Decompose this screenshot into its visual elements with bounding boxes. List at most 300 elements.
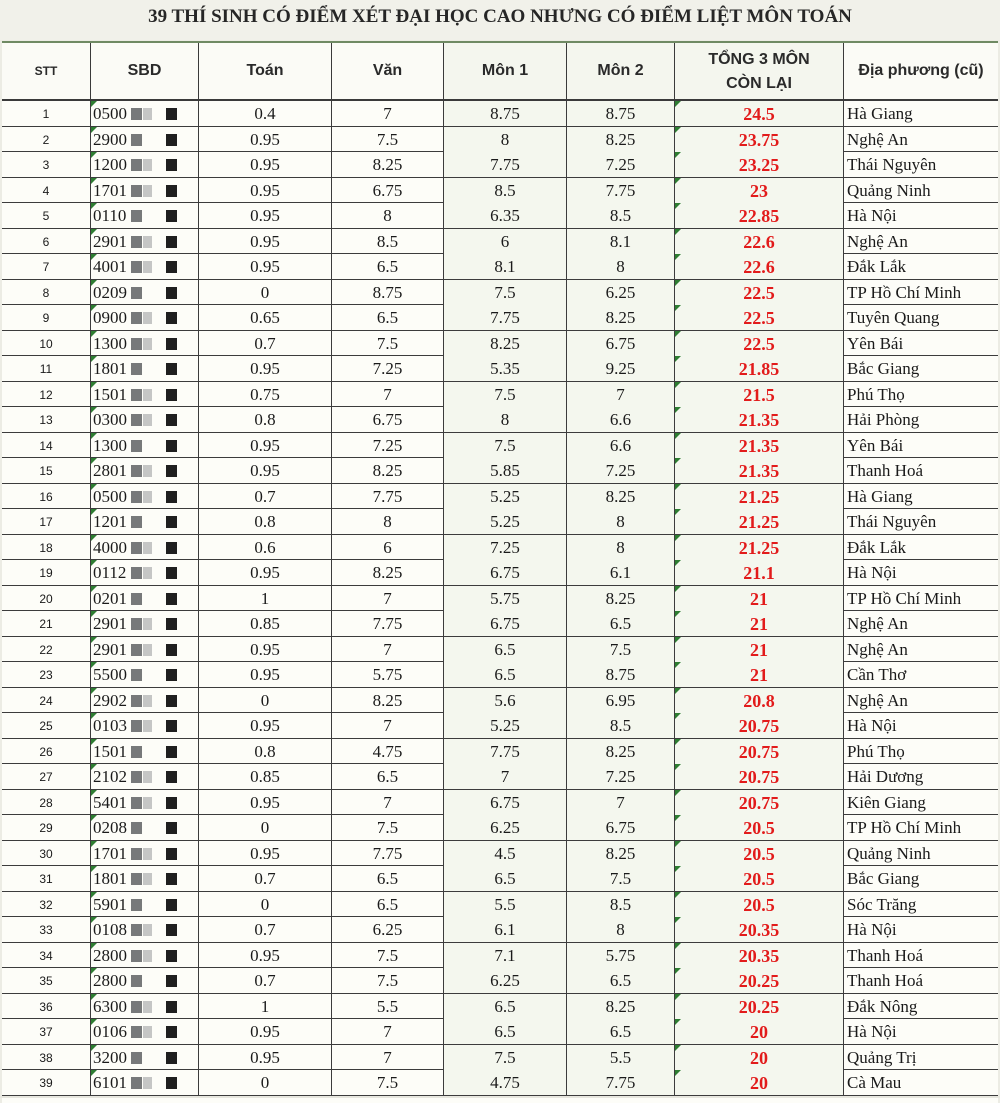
cell-stt: 18 bbox=[2, 535, 91, 560]
cell-mon2: 8.5 bbox=[567, 713, 675, 738]
redacted-digits bbox=[131, 1026, 142, 1038]
cell-tong: 23.75 bbox=[675, 127, 844, 152]
redacted-digits bbox=[131, 899, 142, 911]
sbd-prefix: 6300 bbox=[93, 996, 127, 1016]
cell-toan: 0.95 bbox=[199, 662, 332, 687]
cell-sbd bbox=[91, 637, 199, 662]
cell-toan: 0.95 bbox=[199, 152, 332, 177]
cell-toan: 0 bbox=[199, 1070, 332, 1095]
redacted-digits bbox=[166, 159, 177, 171]
cell-mon2: 6.95 bbox=[567, 688, 675, 713]
sbd-prefix: 0208 bbox=[93, 818, 127, 837]
header-tong bbox=[675, 43, 844, 99]
cell-dia-phuong: Hải Phòng bbox=[847, 410, 920, 429]
cell-dia-phuong: Hà Nội bbox=[847, 716, 897, 735]
redacted-digits bbox=[143, 797, 152, 809]
redacted-digits bbox=[143, 924, 152, 936]
cell-mon1: 8 bbox=[444, 127, 567, 152]
redacted-digits bbox=[143, 644, 152, 656]
cell-stt: 30 bbox=[2, 841, 91, 866]
table-row bbox=[2, 815, 998, 841]
cell-van: 6.25 bbox=[332, 917, 444, 942]
redacted-digits bbox=[143, 1026, 152, 1038]
redacted-digits bbox=[131, 542, 142, 554]
cell-mon1: 5.25 bbox=[444, 713, 567, 738]
cell-van: 7.75 bbox=[332, 484, 444, 509]
cell-mon2: 5.5 bbox=[567, 1045, 675, 1070]
cell-mon2: 7.25 bbox=[567, 458, 675, 483]
cell-tong: 21 bbox=[675, 586, 844, 611]
redacted-digits bbox=[166, 516, 177, 528]
cell-tong: 20.25 bbox=[675, 994, 844, 1019]
sbd-prefix: 1701 bbox=[93, 180, 127, 200]
header-toan: Toán bbox=[199, 43, 332, 99]
cell-mon2: 7.75 bbox=[567, 1070, 675, 1095]
cell-stt: 3 bbox=[2, 152, 91, 177]
cell-toan: 0.95 bbox=[199, 790, 332, 815]
cell-tong: 20.5 bbox=[675, 892, 844, 917]
cell-tong: 20.75 bbox=[675, 713, 844, 738]
cell-toan: 0.7 bbox=[199, 331, 332, 356]
cell-stt: 24 bbox=[2, 688, 91, 713]
redacted-digits bbox=[131, 822, 142, 834]
redacted-digits bbox=[143, 1077, 152, 1089]
cell-mon2: 8.75 bbox=[567, 662, 675, 687]
cell-stt: 33 bbox=[2, 917, 91, 942]
cell-toan: 0.95 bbox=[199, 178, 332, 203]
cell-mon1: 8.1 bbox=[444, 254, 567, 279]
cell-mon1: 5.25 bbox=[444, 509, 567, 534]
cell-toan: 0.95 bbox=[199, 127, 332, 152]
cell-toan: 0.7 bbox=[199, 866, 332, 891]
redacted-digits bbox=[166, 975, 177, 987]
redacted-digits bbox=[143, 848, 152, 860]
cell-mon1: 7.1 bbox=[444, 943, 567, 968]
table-row bbox=[2, 127, 998, 153]
cell-toan: 0 bbox=[199, 688, 332, 713]
redacted-digits bbox=[131, 848, 142, 860]
redacted-digits bbox=[166, 567, 177, 579]
sbd-prefix: 5901 bbox=[93, 894, 127, 914]
redacted-digits bbox=[166, 797, 177, 809]
cell-sbd bbox=[91, 458, 199, 483]
redacted-digits bbox=[166, 746, 177, 758]
cell-dia-phuong: Hà Nội bbox=[847, 563, 897, 582]
redacted-digits bbox=[143, 950, 152, 962]
cell-van: 6.5 bbox=[332, 892, 444, 917]
cell-sbd bbox=[91, 280, 199, 305]
cell-stt: 35 bbox=[2, 968, 91, 993]
redacted-digits bbox=[166, 1077, 177, 1089]
redacted-digits bbox=[166, 236, 177, 248]
table-row bbox=[2, 790, 998, 816]
cell-sbd bbox=[91, 611, 199, 636]
cell-dia-phuong: Hải Dương bbox=[847, 767, 924, 786]
cell-van: 8.25 bbox=[332, 688, 444, 713]
redacted-digits bbox=[143, 1001, 152, 1013]
cell-dia-phuong: Nghệ An bbox=[847, 639, 908, 659]
redacted-digits bbox=[131, 491, 142, 503]
cell-mon2: 7.25 bbox=[567, 152, 675, 177]
redacted-digits bbox=[166, 287, 177, 299]
cell-tong: 20.75 bbox=[675, 764, 844, 789]
table-row bbox=[2, 178, 998, 204]
redacted-digits bbox=[143, 261, 152, 273]
cell-stt: 20 bbox=[2, 586, 91, 611]
cell-tong: 20 bbox=[675, 1019, 844, 1044]
cell-toan: 0 bbox=[199, 815, 332, 840]
redacted-digits bbox=[131, 338, 142, 350]
cell-tong: 21.35 bbox=[675, 433, 844, 458]
cell-mon2: 8.75 bbox=[567, 101, 675, 126]
cell-dia-phuong: Hà Nội bbox=[847, 920, 897, 939]
cell-dia-phuong: Sóc Trăng bbox=[847, 894, 917, 914]
table-row bbox=[2, 382, 998, 408]
redacted-digits bbox=[166, 644, 177, 656]
cell-toan: 0 bbox=[199, 280, 332, 305]
cell-mon2: 8.5 bbox=[567, 892, 675, 917]
table-header bbox=[2, 43, 998, 101]
table-row bbox=[2, 637, 998, 663]
cell-stt: 4 bbox=[2, 178, 91, 203]
cell-stt: 13 bbox=[2, 407, 91, 432]
cell-tong: 20 bbox=[675, 1045, 844, 1070]
cell-tong: 20.5 bbox=[675, 841, 844, 866]
table-row bbox=[2, 892, 998, 918]
cell-tong: 22.6 bbox=[675, 254, 844, 279]
cell-dia-phuong: Nghệ An bbox=[847, 690, 908, 710]
cell-van: 8 bbox=[332, 509, 444, 534]
cell-van: 8.25 bbox=[332, 152, 444, 177]
table-row bbox=[2, 203, 998, 229]
cell-toan: 0.8 bbox=[199, 739, 332, 764]
cell-mon2: 6.75 bbox=[567, 815, 675, 840]
cell-stt: 22 bbox=[2, 637, 91, 662]
redacted-digits bbox=[143, 873, 152, 885]
cell-tong: 20.75 bbox=[675, 790, 844, 815]
redacted-digits bbox=[143, 159, 152, 171]
redacted-digits bbox=[131, 159, 142, 171]
table-row bbox=[2, 509, 998, 535]
cell-sbd bbox=[91, 917, 199, 942]
cell-mon2: 7.5 bbox=[567, 637, 675, 662]
table-row bbox=[2, 764, 998, 790]
cell-tong: 23 bbox=[675, 178, 844, 203]
cell-dia-phuong: Quảng Trị bbox=[847, 1047, 917, 1067]
cell-sbd bbox=[91, 407, 199, 432]
redacted-digits bbox=[143, 491, 152, 503]
redacted-digits bbox=[166, 338, 177, 350]
cell-dia-phuong: Quảng Ninh bbox=[847, 843, 931, 863]
redacted-digits bbox=[166, 822, 177, 834]
sbd-prefix: 1801 bbox=[93, 869, 127, 888]
cell-toan: 0.7 bbox=[199, 484, 332, 509]
cell-stt: 38 bbox=[2, 1045, 91, 1070]
cell-tong: 21 bbox=[675, 662, 844, 687]
redacted-digits bbox=[143, 465, 152, 477]
cell-dia-phuong: Quảng Ninh bbox=[847, 180, 931, 200]
cell-dia-phuong: Nghệ An bbox=[847, 614, 908, 633]
cell-mon2: 7.5 bbox=[567, 866, 675, 891]
cell-van: 5.75 bbox=[332, 662, 444, 687]
cell-mon2: 6.75 bbox=[567, 331, 675, 356]
cell-mon1: 5.75 bbox=[444, 586, 567, 611]
header-mon2: Môn 2 bbox=[567, 43, 675, 99]
cell-van: 7.75 bbox=[332, 841, 444, 866]
redacted-digits bbox=[131, 618, 142, 630]
cell-stt: 29 bbox=[2, 815, 91, 840]
cell-dia-phuong: Thái Nguyên bbox=[847, 155, 937, 174]
cell-mon2: 8.25 bbox=[567, 841, 675, 866]
redacted-digits bbox=[131, 287, 142, 299]
cell-van: 7 bbox=[332, 586, 444, 611]
cell-dia-phuong: Hà Giang bbox=[847, 104, 913, 123]
cell-dia-phuong: Phú Thọ bbox=[847, 384, 905, 404]
cell-tong: 20.35 bbox=[675, 917, 844, 942]
sbd-prefix: 0106 bbox=[93, 1022, 127, 1041]
cell-stt: 2 bbox=[2, 127, 91, 152]
cell-tong: 21.5 bbox=[675, 382, 844, 407]
cell-mon2: 6.25 bbox=[567, 280, 675, 305]
cell-mon1: 5.35 bbox=[444, 356, 567, 381]
table-row bbox=[2, 611, 998, 637]
redacted-digits bbox=[131, 644, 142, 656]
cell-van: 6.5 bbox=[332, 866, 444, 891]
cell-van: 7 bbox=[332, 713, 444, 738]
cell-mon1: 7.5 bbox=[444, 1045, 567, 1070]
cell-mon2: 8.25 bbox=[567, 127, 675, 152]
cell-tong: 21 bbox=[675, 637, 844, 662]
redacted-digits bbox=[143, 720, 152, 732]
cell-dia-phuong: TP Hồ Chí Minh bbox=[847, 282, 962, 302]
cell-sbd bbox=[91, 254, 199, 279]
redacted-digits bbox=[166, 542, 177, 554]
redacted-digits bbox=[166, 669, 177, 681]
cell-mon1: 4.5 bbox=[444, 841, 567, 866]
sbd-prefix: 2902 bbox=[93, 690, 127, 710]
cell-sbd bbox=[91, 943, 199, 968]
cell-mon2: 8 bbox=[567, 254, 675, 279]
cell-stt: 1 bbox=[2, 101, 91, 126]
cell-dia-phuong: TP Hồ Chí Minh bbox=[847, 818, 962, 837]
cell-toan: 0.95 bbox=[199, 1045, 332, 1070]
cell-mon2: 9.25 bbox=[567, 356, 675, 381]
cell-toan: 0.95 bbox=[199, 637, 332, 662]
cell-mon2: 8.25 bbox=[567, 739, 675, 764]
cell-dia-phuong: Nghệ An bbox=[847, 129, 908, 149]
redacted-digits bbox=[143, 567, 152, 579]
redacted-digits bbox=[143, 338, 152, 350]
cell-van: 7.5 bbox=[332, 943, 444, 968]
sbd-prefix: 2901 bbox=[93, 614, 127, 633]
redacted-digits bbox=[166, 924, 177, 936]
cell-mon1: 6.1 bbox=[444, 917, 567, 942]
redacted-digits bbox=[166, 185, 177, 197]
cell-stt: 14 bbox=[2, 433, 91, 458]
cell-sbd bbox=[91, 356, 199, 381]
cell-dia-phuong: Đắk Lắk bbox=[847, 257, 907, 276]
cell-stt: 6 bbox=[2, 229, 91, 254]
redacted-digits bbox=[166, 491, 177, 503]
table-row bbox=[2, 917, 998, 943]
redacted-digits bbox=[166, 848, 177, 860]
cell-stt: 8 bbox=[2, 280, 91, 305]
redacted-digits bbox=[131, 134, 142, 146]
cell-mon1: 6.75 bbox=[444, 560, 567, 585]
cell-toan: 0.95 bbox=[199, 713, 332, 738]
cell-mon2: 6.1 bbox=[567, 560, 675, 585]
cell-mon1: 5.25 bbox=[444, 484, 567, 509]
cell-mon1: 7.75 bbox=[444, 305, 567, 330]
sbd-prefix: 4001 bbox=[93, 257, 127, 276]
sbd-prefix: 2102 bbox=[93, 767, 127, 786]
cell-mon2: 8 bbox=[567, 917, 675, 942]
sbd-prefix: 0201 bbox=[93, 588, 127, 608]
cell-stt: 31 bbox=[2, 866, 91, 891]
cell-mon1: 7.5 bbox=[444, 382, 567, 407]
table-row bbox=[2, 458, 998, 484]
cell-mon1: 8 bbox=[444, 407, 567, 432]
table-row bbox=[2, 994, 998, 1020]
cell-stt: 12 bbox=[2, 382, 91, 407]
redacted-digits bbox=[131, 465, 142, 477]
cell-van: 8.5 bbox=[332, 229, 444, 254]
redacted-digits bbox=[131, 389, 142, 401]
cell-toan: 1 bbox=[199, 586, 332, 611]
sbd-prefix: 2801 bbox=[93, 461, 127, 480]
cell-dia-phuong: Cần Thơ bbox=[847, 665, 907, 684]
sbd-prefix: 2900 bbox=[93, 129, 127, 149]
redacted-digits bbox=[166, 695, 177, 707]
redacted-digits bbox=[166, 593, 177, 605]
sbd-prefix: 5500 bbox=[93, 665, 127, 684]
cell-sbd bbox=[91, 739, 199, 764]
table-row bbox=[2, 968, 998, 994]
cell-mon2: 8.25 bbox=[567, 994, 675, 1019]
cell-toan: 0.95 bbox=[199, 943, 332, 968]
cell-van: 7.5 bbox=[332, 127, 444, 152]
redacted-digits bbox=[166, 771, 177, 783]
sbd-prefix: 0112 bbox=[93, 563, 127, 582]
cell-van: 8.25 bbox=[332, 560, 444, 585]
cell-sbd bbox=[91, 560, 199, 585]
header-dia-phuong: Địa phương (cũ) bbox=[858, 62, 984, 79]
cell-mon2: 6.5 bbox=[567, 611, 675, 636]
cell-toan: 0.75 bbox=[199, 382, 332, 407]
cell-van: 7.5 bbox=[332, 815, 444, 840]
sbd-prefix: 1501 bbox=[93, 384, 127, 404]
table-row bbox=[2, 331, 998, 357]
cell-tong: 20.8 bbox=[675, 688, 844, 713]
redacted-digits bbox=[131, 516, 142, 528]
table-row bbox=[2, 1045, 998, 1071]
cell-mon2: 8.1 bbox=[567, 229, 675, 254]
cell-van: 7.5 bbox=[332, 331, 444, 356]
redacted-digits bbox=[131, 593, 142, 605]
cell-sbd bbox=[91, 892, 199, 917]
cell-mon1: 6 bbox=[444, 229, 567, 254]
redacted-digits bbox=[131, 363, 142, 375]
cell-sbd bbox=[91, 127, 199, 152]
cell-toan: 0.85 bbox=[199, 611, 332, 636]
header-stt: STT bbox=[2, 43, 91, 99]
cell-tong: 24.5 bbox=[675, 101, 844, 126]
cell-dia-phuong: Cà Mau bbox=[847, 1073, 902, 1092]
cell-toan: 0.6 bbox=[199, 535, 332, 560]
redacted-digits bbox=[166, 465, 177, 477]
cell-mon1: 5.85 bbox=[444, 458, 567, 483]
cell-van: 6.5 bbox=[332, 254, 444, 279]
cell-van: 6 bbox=[332, 535, 444, 560]
sbd-prefix: 2800 bbox=[93, 971, 127, 990]
cell-mon2: 6.6 bbox=[567, 407, 675, 432]
score-table bbox=[2, 41, 998, 1103]
cell-mon2: 7.25 bbox=[567, 764, 675, 789]
cell-mon1: 7.5 bbox=[444, 433, 567, 458]
table-row bbox=[2, 662, 998, 688]
cell-toan: 0.4 bbox=[199, 101, 332, 126]
table-row bbox=[2, 586, 998, 612]
redacted-digits bbox=[166, 414, 177, 426]
redacted-digits bbox=[166, 618, 177, 630]
cell-van: 7.5 bbox=[332, 968, 444, 993]
cell-stt: 21 bbox=[2, 611, 91, 636]
header-tong-line2: CÒN LẠI bbox=[726, 75, 792, 92]
cell-van: 7.5 bbox=[332, 1070, 444, 1095]
cell-dia-phuong: TP Hồ Chí Minh bbox=[847, 588, 962, 608]
cell-mon1: 7.75 bbox=[444, 152, 567, 177]
cell-dia-phuong: Thái Nguyên bbox=[847, 512, 937, 531]
cell-sbd bbox=[91, 586, 199, 611]
cell-mon2: 7 bbox=[567, 382, 675, 407]
cell-toan: 0.7 bbox=[199, 968, 332, 993]
cell-van: 6.75 bbox=[332, 407, 444, 432]
cell-sbd bbox=[91, 331, 199, 356]
redacted-digits bbox=[131, 669, 142, 681]
cell-stt: 27 bbox=[2, 764, 91, 789]
cell-dia-phuong: Bắc Giang bbox=[847, 869, 920, 888]
cell-toan: 0.8 bbox=[199, 407, 332, 432]
cell-dia-phuong: Yên Bái bbox=[847, 435, 904, 455]
redacted-digits bbox=[131, 210, 142, 222]
header-van: Văn bbox=[332, 43, 444, 99]
sbd-prefix: 2800 bbox=[93, 945, 127, 965]
cell-tong: 20.5 bbox=[675, 866, 844, 891]
cell-mon1: 6.5 bbox=[444, 994, 567, 1019]
cell-stt: 26 bbox=[2, 739, 91, 764]
redacted-digits bbox=[166, 108, 177, 120]
cell-mon1: 5.6 bbox=[444, 688, 567, 713]
cell-stt: 17 bbox=[2, 509, 91, 534]
cell-mon1: 8.75 bbox=[444, 101, 567, 126]
cell-tong: 20.5 bbox=[675, 815, 844, 840]
sbd-prefix: 1201 bbox=[93, 512, 127, 531]
cell-van: 7 bbox=[332, 1045, 444, 1070]
header-sbd: SBD bbox=[91, 43, 199, 99]
cell-tong: 20.75 bbox=[675, 739, 844, 764]
cell-tong: 20.35 bbox=[675, 943, 844, 968]
redacted-digits bbox=[166, 1026, 177, 1038]
cell-tong: 21.25 bbox=[675, 484, 844, 509]
cell-mon1: 6.25 bbox=[444, 815, 567, 840]
redacted-digits bbox=[166, 389, 177, 401]
table-row bbox=[2, 866, 998, 892]
cell-sbd bbox=[91, 764, 199, 789]
sbd-prefix: 0103 bbox=[93, 716, 127, 735]
redacted-digits bbox=[131, 567, 142, 579]
sbd-prefix: 2901 bbox=[93, 639, 127, 659]
redacted-digits bbox=[166, 720, 177, 732]
